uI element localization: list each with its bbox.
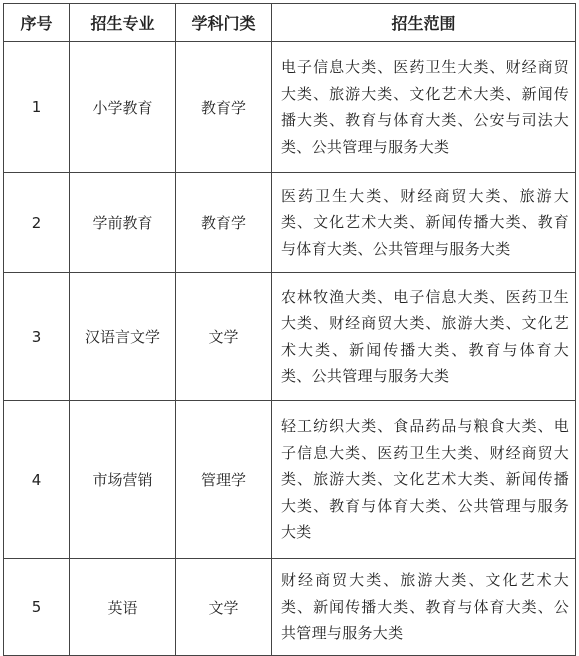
header-major: 招生专业: [70, 4, 176, 42]
cell-category: 教育学: [176, 173, 272, 273]
table-row: [4, 173, 576, 273]
cell-major: 小学教育: [70, 42, 176, 173]
table-header-row: [4, 4, 576, 42]
header-scope: 招生范围: [272, 4, 576, 42]
cell-no: 4: [4, 401, 70, 559]
cell-major: 汉语言文学: [70, 273, 176, 401]
header-category: 学科门类: [176, 4, 272, 42]
cell-scope: 医药卫生大类、财经商贸大类、旅游大类、文化艺术大类、新闻传播大类、教育与体育大类、公共管理与服务大类: [272, 173, 576, 273]
table-row: [4, 401, 576, 559]
cell-no: 1: [4, 42, 70, 173]
table-row: [4, 559, 576, 656]
admission-table: [3, 3, 576, 656]
table-row: [4, 273, 576, 401]
cell-scope: 财经商贸大类、旅游大类、文化艺术大类、新闻传播大类、教育与体育大类、公共管理与服务大类: [272, 559, 576, 656]
header-no: 序号: [4, 4, 70, 42]
cell-major: 学前教育: [70, 173, 176, 273]
table-row: [4, 42, 576, 173]
cell-scope: 电子信息大类、医药卫生大类、财经商贸大类、旅游大类、文化艺术大类、新闻传播大类、教育与体育大类、公安与司法大类、公共管理与服务大类: [272, 42, 576, 173]
admission-table-container: [3, 3, 576, 656]
cell-no: 3: [4, 273, 70, 401]
cell-scope: 轻工纺织大类、食品药品与粮食大类、电子信息大类、医药卫生大类、财经商贸大类、旅游大类、文化艺术大类、新闻传播大类、教育与体育大类、公共管理与服务大类: [272, 401, 576, 559]
cell-category: 教育学: [176, 42, 272, 173]
cell-category: 文学: [176, 559, 272, 656]
cell-no: 2: [4, 173, 70, 273]
cell-category: 管理学: [176, 401, 272, 559]
cell-category: 文学: [176, 273, 272, 401]
cell-no: 5: [4, 559, 70, 656]
cell-major: 英语: [70, 559, 176, 656]
cell-major: 市场营销: [70, 401, 176, 559]
cell-scope: 农林牧渔大类、电子信息大类、医药卫生大类、财经商贸大类、旅游大类、文化艺术大类、新闻传播大类、教育与体育大类、公共管理与服务大类: [272, 273, 576, 401]
